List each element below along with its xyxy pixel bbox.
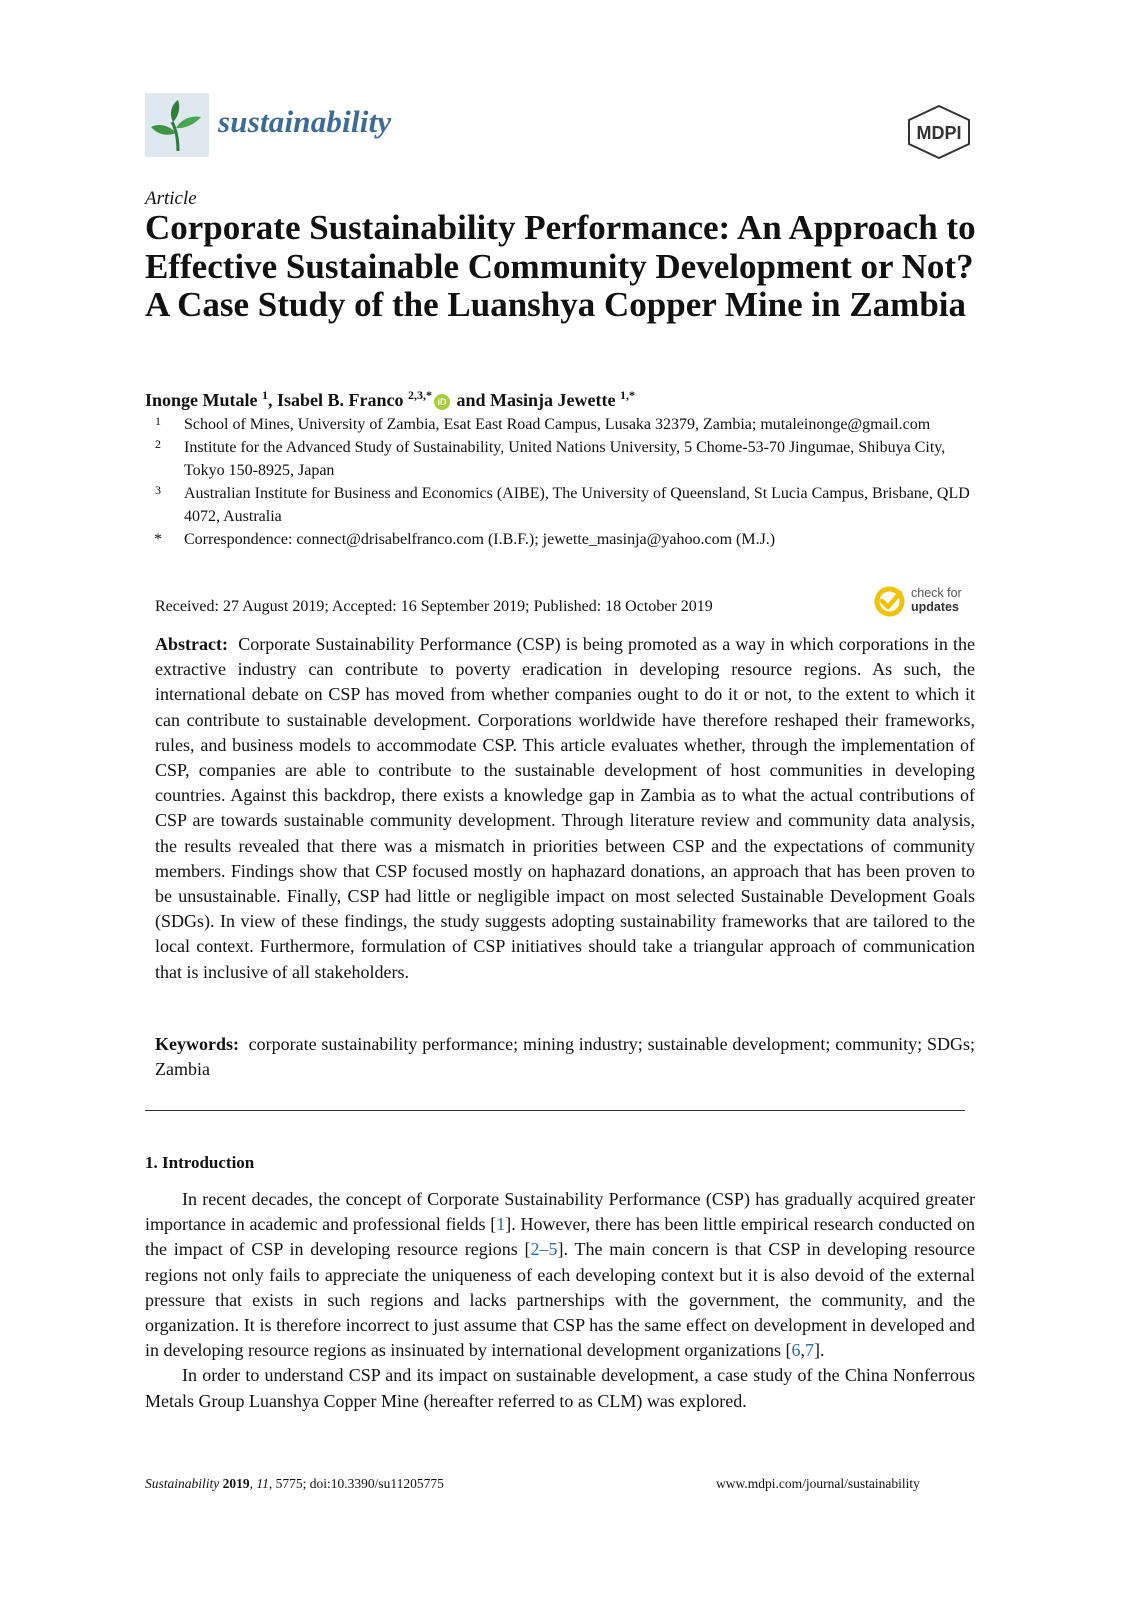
author-affiliation-marker: 1,* — [620, 388, 636, 402]
citation-link[interactable]: 6 — [791, 1340, 801, 1361]
abstract-label: Abstract: — [155, 634, 228, 654]
author-separator: , — [268, 390, 277, 410]
abstract-text: Corporate Sustainability Performance (CSP) is being promoted as a way in which corporations in the extractive industry can contribute to poverty eradication in developing resource regions. As such, the international debate on CSP has moved from whether companies ought to do it or not, to the extent to which it can contribute to sustainable development. Corporations worldwide have therefore reshaped their frameworks, rules, and business models to accommodate CSP. This article evaluates whether, through the implementation of CSP, companies are able to contribute to the sustainable development of host communities in developing countries. Against this backdrop, there exists a knowledge gap in Zambia as to what the actual contributions of CSP are towards sustainable community development. Through literature review and community data analysis, the results revealed that there was a mismatch in priorities between CSP and the expectations of community members. Findings show that CSP focused mostly on haphazard donations, an approach that has been proven to be unsustainable. Finally, CSP had little or negligible impact on most selected Sustainable Development Goals (SDGs). In view of these findings, the study suggests adopting sustainability frameworks that are tailored to the local context. Furthermore, formulation of CSP initiatives should take a triangular approach of communication that is inclusive of all stakeholders. — [155, 634, 976, 982]
author-name: Masinja Jewette — [490, 390, 616, 410]
keywords — [155, 1032, 975, 1082]
affiliation-text: School of Mines, University of Zambia, Esat East Road Campus, Lusaka 32379, Zambia; mutaleinonge@gmail.com — [184, 416, 931, 433]
footer-journal: Sustainability — [145, 1476, 220, 1491]
author-affiliation-marker: 1 — [262, 388, 268, 402]
paragraph-text: In recent decades, the concept of Corporate Sustainability Performance (CSP) has gradually acquired greater importance in academic and professional fields [ — [145, 1189, 975, 1235]
citation-link[interactable]: 1 — [496, 1214, 506, 1235]
keywords-label: Keywords: — [155, 1034, 239, 1054]
citation-link[interactable]: 2–5 — [530, 1239, 558, 1260]
publisher-name: MDPI — [916, 123, 962, 143]
correspondence-marker: * — [154, 531, 162, 548]
publisher-logo — [905, 104, 973, 160]
correspondence-text: Correspondence: connect@drisabelfranco.com (I.B.F.); jewette_masinja@yahoo.com (M.J.) — [184, 531, 776, 548]
paragraph-text: , — [800, 1340, 805, 1361]
paragraph — [145, 1187, 975, 1363]
paragraph-text: ]. The main concern is that CSP in developing resource regions not only fails to appreciate the uniqueness of each developing context but it is also devoid of the external pressure that exists in such regions and lacks partnerships with the government, the community, and the organization. It is therefore incorrect to just assume that CSP has the same effect on development in developed and in developing resource regions as insinuated by international development organizations [ — [145, 1239, 975, 1361]
check-updates-text — [911, 586, 962, 614]
footer-doi: , 5775; doi:10.3390/su11205775 — [268, 1476, 444, 1491]
author-conjunction: and — [452, 390, 491, 410]
affiliation-marker: 2 — [155, 437, 161, 451]
section-body — [145, 1187, 975, 1414]
check-updates-line1: check for — [911, 586, 962, 600]
author-name: Inonge Mutale — [145, 390, 258, 410]
footer-citation: Sustainability 2019, 11, 5775; doi:10.3390/su11205775 — [145, 1476, 444, 1491]
footer-volume: 11 — [256, 1476, 269, 1491]
keywords-text: corporate sustainability performance; mining industry; sustainable development; community; SDGs; Zambia — [155, 1034, 976, 1079]
citation-link[interactable]: 7 — [805, 1340, 814, 1361]
footer-year: 2019 — [222, 1476, 250, 1491]
paper-title: Corporate Sustainability Performance: An Approach to Effective Sustainable Community Development or Not? A Case Study of the Luanshya Copper Mine in Zambia — [145, 208, 976, 324]
correspondence-item — [145, 528, 985, 551]
affiliation-item — [145, 413, 985, 436]
affiliation-item — [145, 482, 985, 528]
footer-url[interactable]: www.mdpi.com/journal/sustainability — [716, 1476, 920, 1491]
section-heading: 1. Introduction — [145, 1153, 255, 1172]
affiliation-item — [145, 436, 985, 482]
paragraph-text: ]. — [814, 1340, 825, 1361]
affiliation-text: Institute for the Advanced Study of Sustainability, United Nations University, 5 Chome-53-70 Jingumae, Shibuya City, Tokyo 150-8925, Japan — [184, 439, 946, 479]
divider — [145, 1110, 965, 1111]
article-type: Article — [145, 188, 197, 209]
journal-logo-icon — [145, 93, 209, 157]
affiliation-marker: 3 — [155, 483, 161, 497]
check-for-updates-badge[interactable] — [873, 585, 983, 619]
abstract — [155, 632, 975, 985]
author-name: Isabel B. Franco — [277, 390, 404, 410]
check-updates-line2: updates — [911, 600, 959, 614]
affiliation-list — [145, 413, 985, 551]
paragraph: In order to understand CSP and its impact on sustainable development, a case study of the China Nonferrous Metals Group Luanshya Copper Mine (hereafter referred to as CLM) was explored. — [145, 1365, 975, 1411]
author-list — [145, 390, 635, 411]
publication-dates: Received: 27 August 2019; Accepted: 16 September 2019; Published: 18 October 2019 — [155, 598, 713, 615]
orcid-icon[interactable]: iD — [434, 394, 450, 410]
checkmark-icon — [873, 585, 906, 618]
journal-name: sustainability — [218, 104, 392, 139]
affiliation-text: Australian Institute for Business and Economics (AIBE), The University of Queensland, St Lucia Campus, Brisbane, QLD 4072, Australia — [184, 485, 970, 525]
author-affiliation-marker: 2,3,* — [408, 388, 433, 402]
affiliation-marker: 1 — [155, 414, 161, 428]
paragraph-text: ]. However, there has been little empirical research conducted on the impact of CSP in developing resource regions [ — [145, 1214, 975, 1260]
